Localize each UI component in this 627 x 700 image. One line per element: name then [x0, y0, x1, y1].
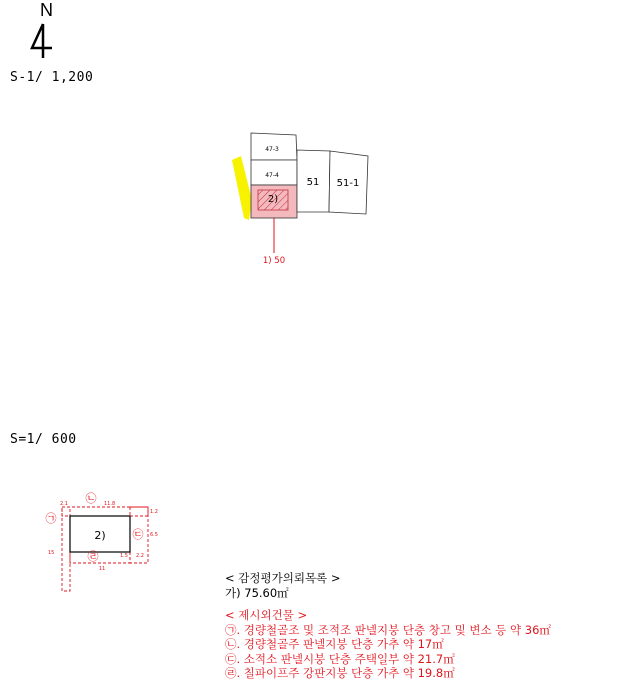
subject-marker: 2)	[267, 194, 279, 205]
annex-item-4: ㉣. 칠파이프주 강판지붕 단층 가추 약 19.8㎡	[225, 666, 455, 680]
building-label: 2)	[94, 529, 106, 542]
parcel-label-47-4: 47-4	[265, 172, 279, 179]
annex-marker-1: ㉠	[45, 512, 57, 525]
annex-outline-top	[62, 507, 148, 516]
annex-heading: < 제시외건물 >	[225, 608, 308, 622]
north-label: N	[40, 0, 53, 20]
dim-bottom-right-a: 1.5	[120, 553, 128, 559]
dim-top: 11.8	[104, 501, 116, 507]
dim-right: 6.5	[150, 532, 158, 538]
dim-top-left: 2.1	[60, 501, 68, 507]
dim-top-right: 1.2	[150, 509, 158, 515]
dim-left: 15	[48, 550, 55, 556]
parcel-label-47-3: 47-3	[265, 146, 279, 153]
site-plan-scale: S-1/ 1,200	[10, 70, 94, 85]
annex-marker-2: ㉡	[85, 492, 97, 505]
leader-label: 1) 50	[262, 256, 286, 266]
parcel-label-51-1: 51-1	[336, 178, 360, 189]
annex-item-3: ㉢. 소적소 판넬시붕 단층 주택일부 약 21.7㎡	[225, 651, 455, 666]
building-plan-scale: S=1/ 600	[10, 432, 77, 447]
annex-item-1: ㉠. 경량철골조 및 조적조 판넬지붕 단층 창고 및 변소 등 약 36㎡	[225, 622, 551, 637]
building-plan-map	[0, 480, 200, 600]
annex-item-2: ㉡. 경량철골주 판넬지붕 단층 가추 약 17㎡	[225, 637, 444, 651]
parcel-label-51: 51	[306, 177, 320, 188]
appraisal-item: 가) 75.60㎡	[225, 585, 289, 600]
annex-marker-3: ㉢	[132, 528, 144, 541]
dim-bottom-right-b: 2.2	[136, 553, 144, 559]
legend	[225, 571, 551, 681]
appraisal-heading: < 감정평가의뢰목록 >	[225, 571, 341, 585]
road-area	[232, 156, 252, 220]
annex-marker-4: ㉣	[87, 550, 99, 563]
dim-bottom: 11	[99, 566, 106, 572]
annex-outline-left	[62, 507, 70, 591]
